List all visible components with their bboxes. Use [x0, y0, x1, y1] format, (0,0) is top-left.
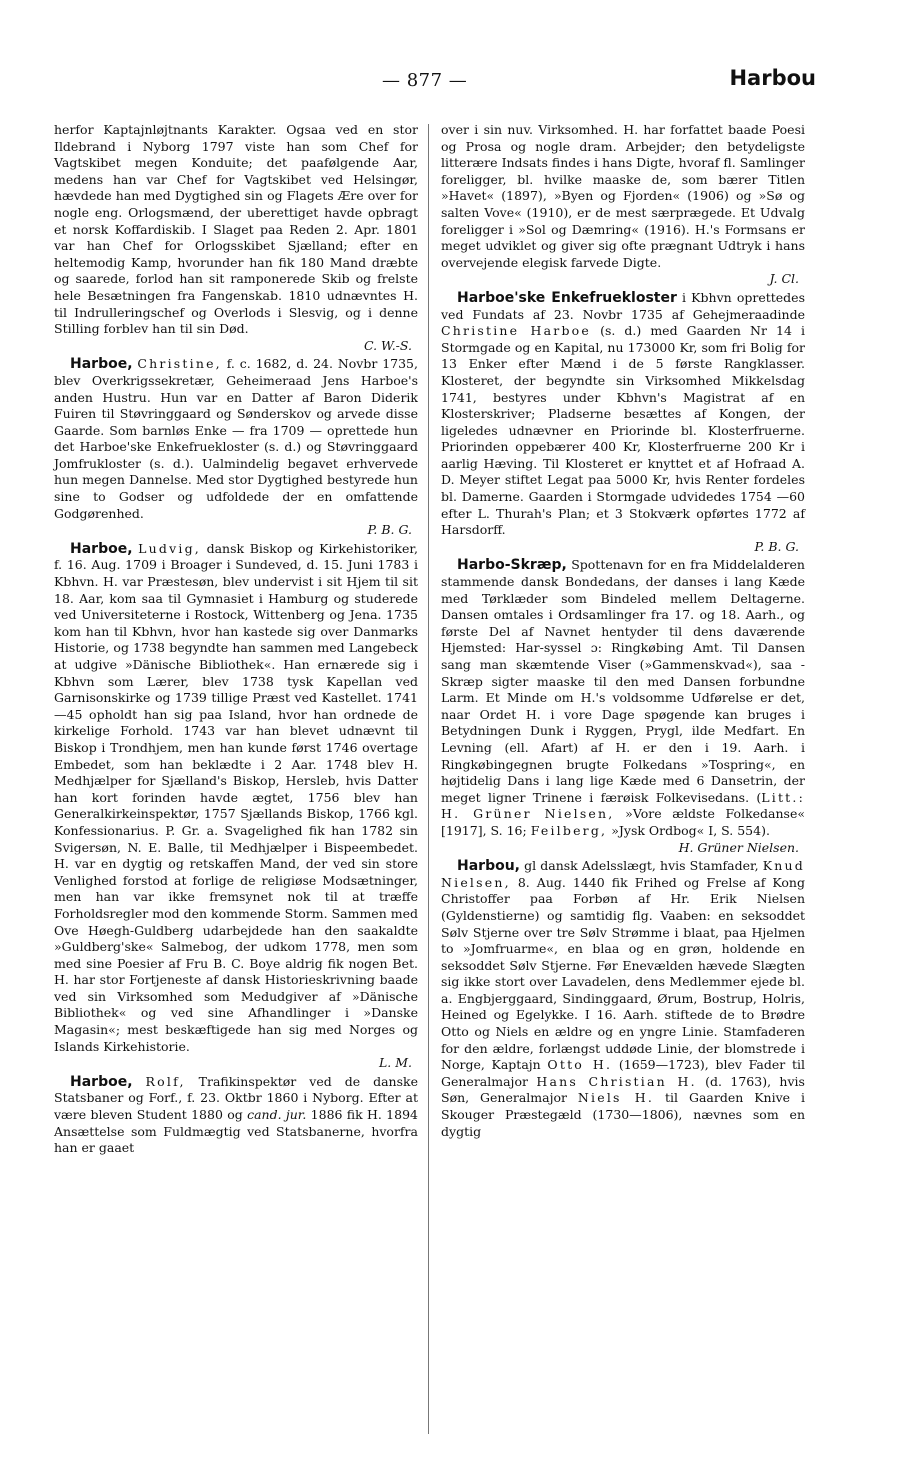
article-harbo-skraep [441, 557, 805, 856]
article-text: f. c. 1682, d. 24. Novbr 1735, blev Overkrigssekretær, Geheimeraad Jens Harboe's anden Hustru. Hun var en Datter af Baron Diderik Fuiren til Støvringgaard og Sønderskov og arvede disse Gaarde. Som barnløs Enke — fra 1709 — oprettede hun det Harboe'ske Enkefruekloster (s. d.) og Støvringgaard Jomfrukloster (s. d.). Ualmindelig begavet erhvervede hun megen Dannelse. Med stor Dygtighed bestyrede hun sine to Godser og udfoldede der en omfattende Godgørenhed. [54, 356, 418, 521]
italic-term: cand. jur. [247, 1107, 307, 1123]
article-text: »Vore ældste Folkedanse« [1917], S. 16; [441, 806, 806, 838]
article-harboe-ludvig [54, 541, 418, 1072]
left-column [54, 122, 418, 1159]
article-text: (s. d.) med Gaarden Nr 14 i Stormgade og en Kapital, nu 173000 Kr, som fri Bolig for 13 Enker efter Mænd i de 5 første Rangklasser. Klosteret, der begyndte sin Virksomhed Mikkelsdag 1741, bestyres under Kbhvn's Magistrat af en Klosterskriver; Pladserne besættes af Kongen, der ligeledes udnævner en Priorinde bl. Klosterfruerne. Priorinden oppebærer 400 Kr, Klosterfruerne 200 Kr i aarlig Hæving. Til Klosteret er knyttet et af Hofraad A. D. Meyer stiftet Legat paa 5000 Kr, hvis Renter fordeles bl. Damerne. Gaarden i Stormgade udvidedes 1754 —60 efter L. Thurah's Plan; et 3 Stokværk opførtes 1772 af Harsdorff. [441, 323, 805, 538]
article-text: i Kbhvn oprettedes ved Fundats af 23. Novbr 1735 af Gehejmeraadinde [441, 289, 805, 322]
spaced-name: Feilberg, [530, 822, 608, 838]
article-harboe-rolf [54, 1074, 418, 1157]
spaced-name: Christine Harboe [441, 323, 591, 339]
headword: Harboe, [70, 356, 133, 373]
author-signature: C. W.-S. [363, 337, 412, 353]
article-text: 1886 fik H. 1894 Ansættelse som Fuldmægtig ved Statsbanerne, hvorfra han er gaaet [54, 1107, 418, 1156]
running-head: Harbou [729, 66, 816, 90]
page-number: — 877 — [382, 70, 468, 91]
article-text: »Jysk Ordbog« I, S. 554). [611, 822, 770, 838]
headword: Harbou, [457, 858, 520, 875]
right-column [441, 122, 805, 1142]
article-text: dansk Biskop og Kirkehistoriker, f. 16. Aug. 1709 i Broager i Sundeved, d. 15. Juni 1783 i Kbhvn. H. var Præstesøn, blev undervist i sit Hjem til sit 18. Aar, kom saa til Gymnasiet i Hamburg og studerede ved Universiteterne i Rostock, Wittenberg og Jena. 1735 kom han til Kbhvn, hvor han kastede sig over Danmarks Historie, og 1738 begyndte han sammen med Langebeck at udgive »Dänische Bibliothek«. Han ernærede sig i Kbhvn som Lærer, blev 1738 tysk Kapellan ved Garnisonskirke og 1739 tillige Præst ved Kastellet. 1741—45 opholdt han sig paa Island, hvor han ordnede de kirkelige Forhold. 1743 var han blevet udnævnt til Biskop i Trondhjem, men han kunde først 1746 overtage Embedet, som han beklædte i 2 Aar. 1748 blev H. Medhjælper for Sjælland's Biskop, Hersleb, hvis Datter han kort forinden havde ægtet, 1756 blev han Generalkirkeinspektør, 1757 Sjællands Biskop, 1766 kgl. Konfessionarius. P. Gr. a. Svagelighed fik han 1782 sin Svigersøn, N. E. Balle, til Medhjælper i Bispeembedet. H. var en dygtig og retskaffen Mand, der ved sin store Venlighed forstod at forlige de religiøse Modsætninger, men han var ikke fremsynet nok til at træffe Forholdsregler mod den kommende Storm. Sammen med Ove Høegh-Guldberg udarbejdede han den saakaldte »Guldberg'ske« Salmebog, der udkom 1778, men som med sine Poesier af Fru B. C. Boye aldrig fik nogen Bet. H. har stor Fortjeneste af dansk Historieskrivning baade ved sin Virksomhed som Medudgiver af »Dänische Bibliothek« og ved sine Afhandlinger i »Danske Magasin«; mest beskæftigede han sig med Norges og Islands Kirkehistorie. [54, 540, 418, 1054]
spaced-name: Christine, [137, 356, 222, 372]
article-continued-left [54, 122, 418, 354]
article-text: (1659—1723), blev Fader til Generalmajor [441, 1057, 805, 1089]
article-text: herfor Kaptajnløjtnants Karakter. Ogsaa ved en stor Ildebrand i Nyborg 1797 viste han som Chef for Vagtskibet megen Konduite; det paafølgende Aar, medens han var Chef for Vagtskibet ved Helsingør, hævdede han med Dygtighed sin og Flagets Ære over for nogle eng. Orlogsmænd, der uberettiget havde opbragt et norsk Koffardiskib. I Slaget paa Reden 2. Apr. 1801 var han Chef for Orlogsskibet Sjælland; efter en heltemodig Kamp, hvorunder han fik 180 Mand dræbte og saarede, forlod han sit ramponerede Skib og frelste hele Besætningen fra Fangenskab. 1810 udnævntes H. til Indrulleringschef og Overlods i Slesvig, og i denne Stilling forblev han til sin Død. [54, 122, 418, 337]
spaced-name: Litt.: H. Grüner Nielsen, [441, 789, 805, 822]
article-harbou [441, 858, 805, 1140]
spaced-name: Otto H. [547, 1057, 613, 1073]
article-text: 8. Aug. 1440 fik Frihed og Frelse af Kong Christoffer paa Forbøn af Hr. Erik Nielsen (Gyldenstierne) og samtidig flg. Vaaben: en seksoddet Sølv Stjerne over tre Sølv Strømme i blaat, paa Hjelmen to »Jomfruarme«, en blaa og en grøn, holdende en seksoddet Sølv Stjerne. Før Enevælden hævede Slægten sig ikke stort over Lavadelen, dens Medlemmer ejede bl. a. Engbjerggaard, Sindinggaard, Ørum, Bostrup, Holris, Heined og Egelykke. I 16. Aarh. stiftede de to Brødre Otto og Niels en ældre og en yngre Linie. Stamfaderen for den ældre, forlængst uddøde Linie, der blomstrede i Norge, Kaptajn [441, 874, 805, 1073]
article-text: over i sin nuv. Virksomhed. H. har forfattet baade Poesi og Prosa og nogle dram. Arbejder; den betydeligste litterære Indsats findes i hans Digte, hvoraf fl. Samlinger foreligger, bl. hvilke maaske de, som bærer Titlen »Havet« (1897), »Byen og Fjorden« (1906) og »Sø og salten Vove« (1910), er de mest særprægede. Et Udvalg foreligger i »Sol og Dæmring« (1916). H.'s Formsans er meget udviklet og giver sig ofte prægnant Udtryk i hans overvejende elegisk farvede Digte. [441, 122, 805, 270]
article-text: Spottenavn for en fra Middelalderen stammende dansk Bondedans, der danses i lang Kæde med Tørklæder som Bindeled mellem Deltagerne. Dansen omtales i Ordsamlinger fra 17. og 18. Aarh., og første Del af Navnet hentyder til dens daværende Hjemsted: Har-syssel ɔ: Ringkøbing Amt. Til Dansen sang man skæmtende Viser (»Gammenskvad«), saa -Skræp sigter maaske til den med Dansen forbundne Larm. Et Minde om H.'s voldsomme Udførelse er det, naar Ordet H. i vore Dage spøgende kan bruges i Betydningen Dunk i Ryggen, Prygl, ilde Medfart. En Levning (ell. Afart) af H. er den i 19. Aarh. i Ringkøbingegnen brugte Folkedans »Tospring«, en højtidelig Dans i lang lige Kæde med 6 Dansetrin, der meget ligner Trinene i færøisk Folkevisedans. ( [441, 557, 805, 805]
article-continued-right [441, 122, 805, 288]
headword: Harboe, [70, 540, 133, 557]
spaced-name: Hans Christian H. [536, 1073, 697, 1089]
author-signature: L. M. [378, 1055, 412, 1071]
spaced-name: Knud Nielsen, [441, 858, 806, 890]
article-harboe-christine [54, 356, 418, 539]
page-header [0, 66, 920, 100]
article-text: Trafikinspektør ved de danske Statsbaner og Forf., f. 23. Oktbr 1860 i Nyborg. Efter at være bleven Student 1880 og [54, 1073, 418, 1123]
author-signature: J. Cl. [769, 271, 799, 287]
article-text: gl dansk Adelsslægt, hvis Stamfader, [524, 858, 759, 874]
author-signature: P. B. G. [754, 538, 799, 554]
column-divider [428, 124, 429, 1434]
spaced-name: Ludvig, [138, 540, 201, 556]
article-text: (d. 1763), hvis Søn, Generalmajor [441, 1073, 805, 1106]
headword: Harboe, [70, 1073, 133, 1090]
spaced-name: Rolf, [145, 1073, 186, 1089]
author-signature: H. Grüner Nielsen. [678, 839, 799, 855]
spaced-name: Niels H. [577, 1090, 655, 1106]
article-harboeske-enkefruekloster [441, 290, 805, 556]
author-signature: P. B. G. [367, 522, 412, 538]
article-text: til Gaarden Knive i Skouger Præstegæld (1730—1806), nævnes som en dygtig [441, 1090, 805, 1139]
headword: Harbo-Skræp, [457, 557, 567, 574]
headword: Harboe'ske Enkefruekloster [457, 289, 677, 306]
